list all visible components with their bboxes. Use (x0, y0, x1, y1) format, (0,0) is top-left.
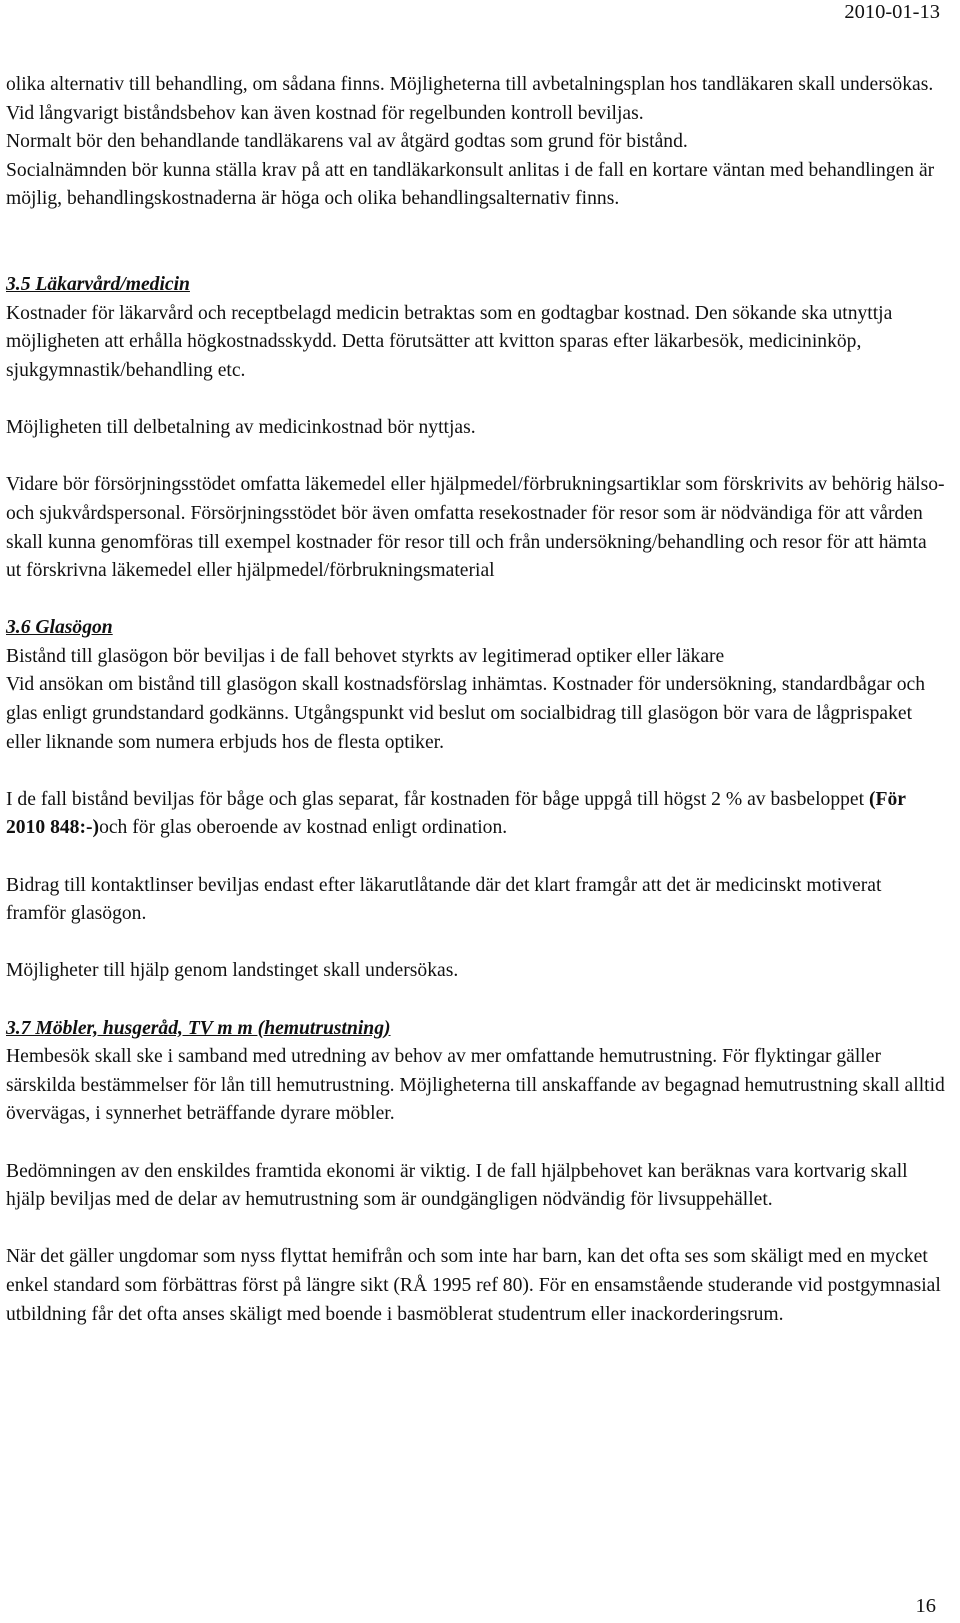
intro-paragraph-1: olika alternativ till behandling, om sådana finns. Möjligheterna till avbetalningsplan hos tandläkaren skall undersökas. (6, 74, 934, 95)
intro-paragraph-4: Socialnämnden bör kunna ställa krav på att en tandläkarkonsult anlitas i de fall en kortare väntan med behandlingen är möjlig, behandlingskostnaderna är höga och olika behandlingsalternativ finns. (6, 159, 935, 210)
section-3-7-paragraph-2: Bedömningen av den enskildes framtida ekonomi är viktig. I de fall hjälpbehovet kan beräknas vara kortvarig skall hjälp beviljas med de delar av hemutrustning som är oundgängligen nödvändig för livsuppehället. (6, 1160, 908, 1211)
section-3-7-paragraph-3: När det gäller ungdomar som nyss flyttat hemifrån och som inte har barn, kan det ofta ses som skäligt med en mycket enkel standard som förbättras först på längre sikt (RÅ 1995 ref 80). För en ensamstående studerande vid postgymnasial utbildning får det ofta anses skäligt med boende i basmöblerat studentrum eller inackorderingsrum. (6, 1246, 941, 1325)
section-3-5-heading: 3.5 Läkarvård/medicin (6, 274, 190, 296)
section-3-5-paragraph-2: Möjligheten till delbetalning av medicinkostnad bör nyttjas. (6, 417, 476, 439)
document-body (6, 71, 946, 1329)
section-3-7-paragraph-1: Hembesök skall ske i samband med utredning av behov av mer omfattande hemutrustning. För flyktingar gäller särskilda bestämmelser för lån till hemutrustning. Möjligheterna till anskaffande av begagnad hemutrustning skall alltid övervägas, i synnerhet beträffande dyrare möbler. (6, 1046, 945, 1125)
intro-paragraph-3: Normalt bör den behandlande tandläkarens val av åtgärd godtas som grund för bistånd. (6, 131, 688, 153)
page-number: 16 (915, 1595, 936, 1617)
section-3-6-paragraph-4: Möjligheter till hjälp genom landstinget skall undersökas. (6, 960, 459, 982)
section-3-6-paragraph-1a: Bistånd till glasögon bör beviljas i de fall behovet styrkts av legitimerad optiker eller läkare (6, 645, 725, 667)
section-3-5-paragraph-3: Vidare bör försörjningsstödet omfatta läkemedel eller hjälpmedel/förbrukningsartiklar som förskrivits av behörig hälso- och sjukvårdspersonal. Försörjningsstödet bör även omfatta resekostnader för resor som är nödvändiga för att vården skall kunna genomföras till exempel kostnader för resor till och från undersökning/behandling och resor för att hämta ut förskrivna läkemedel eller hjälpmedel/förbrukningsmaterial (6, 474, 945, 582)
section-3-6-paragraph-2 (6, 786, 946, 843)
section-3-6-paragraph-1b: Vid ansökan om bistånd till glasögon skall kostnadsförslag inhämtas. Kostnader för undersökning, standardbågar och glas enligt grundstandard godkänns. Utgångspunkt vid beslut om socialbidrag till glasögon bör vara de lågprispaket eller liknande som numera erbjuds hos de flesta optiker. (6, 674, 926, 753)
section-3-6-paragraph-3: Bidrag till kontaktlinser beviljas endast efter läkarutlåtande där det klart framgår att det är medicinskt motiverat framför glasögon. (6, 874, 882, 925)
section-3-5-paragraph-1: Kostnader för läkarvård och receptbelagd medicin betraktas som en godtagbar kostnad. Den sökande ska utnyttja möjligheten att erhålla högkostnadsskydd. Detta förutsätter att kvitton sparas efter läkarbesök, medicininköp, sjukgymnastik/behandling etc. (6, 302, 893, 381)
header-date: 2010-01-13 (844, 1, 940, 23)
paragraph-2-text-start: I de fall bistånd beviljas för båge och glas separat, får kostnaden för båge uppgå till högst 2 % av basbeloppet (6, 788, 869, 810)
section-3-7-heading: 3.7 Möbler, husgeråd, TV m m (hemutrustning) (6, 1017, 391, 1039)
section-3-6-heading: 3.6 Glasögon (6, 617, 113, 639)
intro-paragraph-2: Vid långvarigt biståndsbehov kan även kostnad för regelbunden kontroll beviljas. (6, 102, 644, 124)
paragraph-2-text-end: och för glas oberoende av kostnad enligt ordination. (99, 817, 508, 839)
base-amount-note: (För 2010 848:-) (6, 788, 906, 839)
